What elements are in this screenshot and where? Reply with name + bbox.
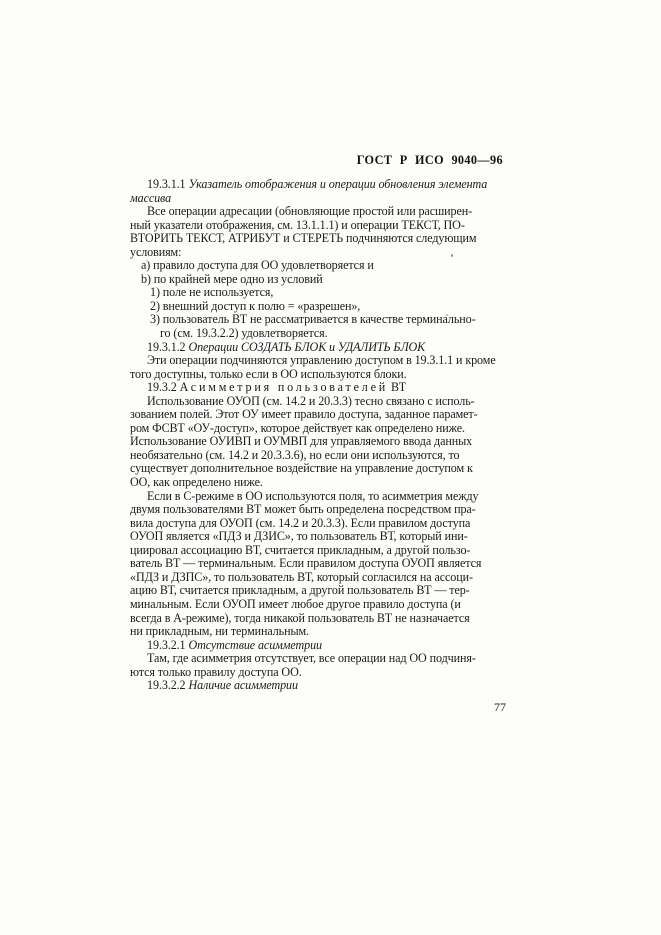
- body-text: ни прикладным, ни терминальным.: [130, 624, 309, 639]
- text-line: [130, 286, 502, 300]
- text-line: [130, 341, 502, 355]
- text-line: [130, 192, 502, 206]
- body-text: ВТОРИТЬ ТЕКСТ, АТРИБУТ и СТЕРЕТЬ подчиняются следующим: [130, 231, 477, 246]
- text-line: [130, 273, 502, 287]
- body-text: ацию ВТ, считается прикладным, а другой пользователь ВТ — тер-: [130, 583, 470, 598]
- body-text: ный указатели отображения, см. 13.1.1.1) и операции ТЕКСТ, ПО-: [130, 217, 465, 232]
- body-text: Если в С-режиме в ОО используются поля, то асимметрия между: [147, 488, 479, 503]
- body-text: b) по крайней мере одно из условий: [141, 271, 323, 286]
- text-line: [130, 598, 502, 612]
- text-line: [130, 259, 502, 273]
- text-line: [130, 408, 502, 422]
- text-column: [130, 178, 502, 693]
- body-text: условиям:: [130, 244, 182, 259]
- body-text: вила доступа для ОУОП (см. 14.2 и 20.3.3). Если правилом доступа: [130, 515, 471, 530]
- body-text: циировал ассоциацию ВТ, считается прикладным, а другой пользо-: [130, 542, 471, 557]
- body-text: 3) пользователь ВТ не рассматривается в качестве терминально-: [150, 312, 476, 327]
- text-line: [130, 422, 502, 436]
- body-text: ОУОП является «ПДЗ и ДЗИС», то пользователь ВТ, который ини-: [130, 529, 468, 544]
- text-line: [130, 219, 502, 233]
- text-line: [130, 476, 502, 490]
- body-text: минальным. Если ОУОП имеет любое другое правило доступа (и: [130, 596, 461, 611]
- text-line: [130, 327, 502, 341]
- text-line: [130, 503, 502, 517]
- body-text: 19.3.2.2: [147, 678, 189, 693]
- italic-text: Операции СОЗДАТЬ БЛОК и УДАЛИТЬ БЛОК: [188, 339, 426, 354]
- text-line: [130, 652, 502, 666]
- body-text: 19.3.2: [147, 380, 180, 395]
- italic-text: Отсутствие асимметрии: [188, 637, 322, 652]
- text-line: [130, 612, 502, 626]
- text-line: [130, 354, 502, 368]
- text-line: [130, 557, 502, 571]
- body-text: Там, где асимметрия отсутствует, все операции над ОО подчиня-: [147, 651, 476, 666]
- body-text: существует дополнительное воздействие на управление доступом к: [130, 461, 473, 476]
- text-line: [130, 300, 502, 314]
- body-text: ОО, как определено ниже.: [130, 475, 263, 490]
- italic-text: Наличие асимметрии: [188, 678, 298, 693]
- body-text: всегда в А-режиме), тогда никакой пользователь ВТ не назначается: [130, 610, 470, 625]
- page-header: ГОСТ Р ИСО 9040—96: [356, 153, 503, 167]
- text-line: [130, 381, 502, 395]
- page-number: 77: [494, 700, 506, 714]
- body-text: двумя пользователями ВТ может быть определена посредством пра-: [130, 502, 476, 517]
- text-line: [130, 639, 502, 653]
- text-line: [130, 462, 502, 476]
- scan-speck-artifact: [446, 314, 448, 316]
- body-text: 2) внешний доступ к полю = «разрешен»,: [150, 298, 361, 313]
- text-line: [130, 571, 502, 585]
- body-text: 19.3.1.2: [147, 339, 189, 354]
- text-line: [130, 584, 502, 598]
- body-text: того доступны, только если в ОО используются блоки.: [130, 366, 407, 381]
- body-text: необязательно (см. 14.2 и 20.3.3.6), но если они используются, то: [130, 447, 460, 462]
- body-text: a) правило доступа для ОО удовлетворяется и: [141, 258, 374, 273]
- text-line: [130, 435, 502, 449]
- body-text: го (см. 19.3.2.2) удовлетворяется.: [160, 326, 328, 341]
- text-line: [130, 395, 502, 409]
- body-text: «ПДЗ и ДЗПС», то пользователь ВТ, который согласился на ассоци-: [130, 569, 473, 584]
- text-line: [130, 530, 502, 544]
- body-text: Использование ОУИВП и ОУМВП для управляемого ввода данных: [130, 434, 473, 449]
- body-text: ВТ: [388, 380, 407, 395]
- body-text: ются только правилу доступа ОО.: [130, 664, 302, 679]
- text-line: [130, 205, 502, 219]
- body-text: ватель ВТ — терминальным. Если правилом доступа ОУОП является: [130, 556, 482, 571]
- text-line: [130, 666, 502, 680]
- body-text: зованием полей. Этот ОУ имеет правило доступа, заданное парамет-: [130, 407, 478, 422]
- body-text: 19.3.1.1: [147, 177, 189, 191]
- body-text: Все операции адресации (обновляющие простой или расширен-: [147, 204, 473, 219]
- body-text: Использование ОУОП (см. 14.2 и 20.3.3) тесно связано с исполь-: [147, 393, 475, 408]
- body-text: Эти операции подчиняются управлению доступом в 19.3.1.1 и кроме: [147, 353, 496, 368]
- text-line: [130, 449, 502, 463]
- text-line: [130, 246, 502, 260]
- text-line: [130, 517, 502, 531]
- text-line: [130, 232, 502, 246]
- text-line: [130, 544, 502, 558]
- italic-text: массива: [130, 190, 172, 205]
- text-line: [130, 368, 502, 382]
- body-text: 19.3.2.1: [147, 637, 189, 652]
- spaced-heading-text: Асимметрия пользователей: [179, 380, 389, 395]
- text-line: [130, 625, 502, 639]
- text-line: [130, 490, 502, 504]
- body-text: 1) поле не используется,: [150, 285, 274, 300]
- text-line: [130, 178, 502, 192]
- text-line: [130, 679, 502, 693]
- body-text: ром ФСВТ «ОУ-доступ», которое действует как определено ниже.: [130, 420, 465, 435]
- italic-text: Указатель отображения и операции обновления элемента: [188, 177, 488, 191]
